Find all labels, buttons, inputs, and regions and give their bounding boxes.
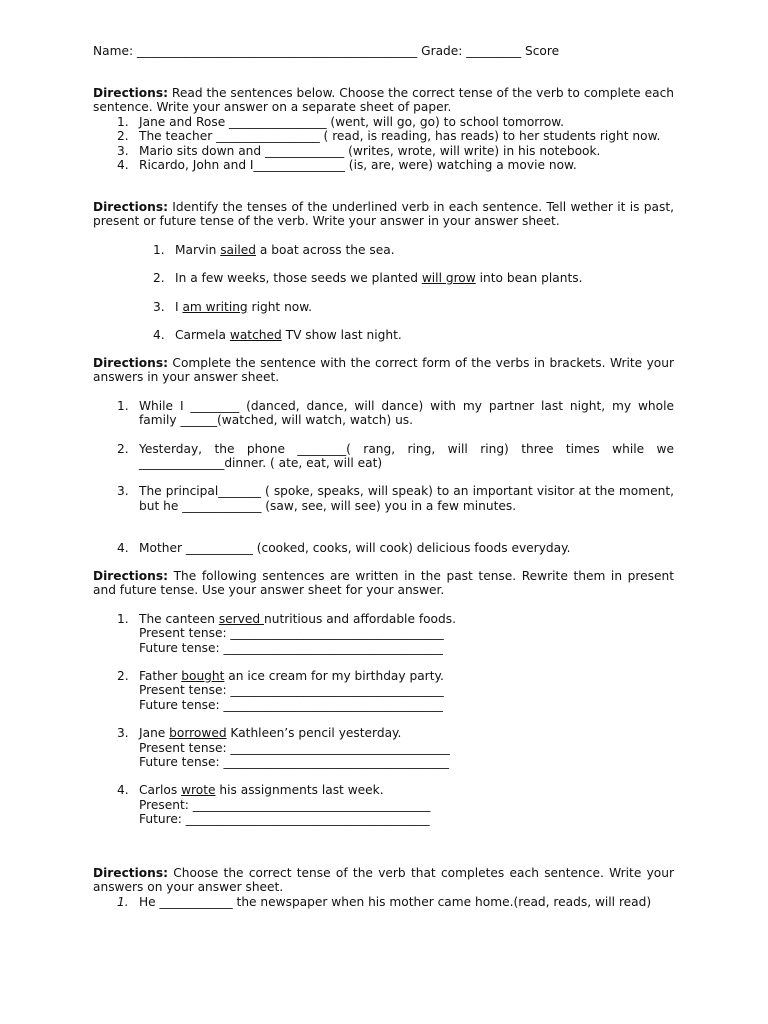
list-item: 3. I am writing right now. (153, 299, 312, 314)
present-tense-line: Present tense: ___________________________________ (139, 683, 444, 698)
question-list-4 (93, 612, 674, 827)
present-tense-line: Present: _______________________________________ (139, 797, 431, 812)
list-item: 1. The canteen served nutritious and affordable foods. Present tense: ___________________________________ Future tense: ____________________________________ (93, 612, 674, 655)
list-item: 4. Carmela watched TV show last night. (153, 328, 402, 343)
directions-2: Directions: Identify the tenses of the underlined verb in each sentence. Tell wether it is past, present or future tense of the verb. Write your answer in your answer sheet. (93, 200, 674, 229)
present-tense-line: Present tense: ___________________________________ (139, 626, 444, 641)
directions-1: Directions: Read the sentences below. Choose the correct tense of the verb to complete each sentence. Write your answer on a separate sheet of paper. (93, 86, 674, 115)
list-item: 3. Mario sits down and _____________ (writes, wrote, will write) in his notebook. (117, 143, 601, 158)
future-tense-line: Future tense: ____________________________________ (139, 640, 443, 655)
directions-label: Directions: (93, 200, 168, 214)
list-item: 2. In a few weeks, those seeds we planted will grow into bean plants. (153, 271, 583, 286)
list-item: 3. The principal_______ ( spoke, speaks, will speak) to an important visitor at the moment, but he _____________ (saw, see, will see) you in a few minutes. (117, 484, 674, 513)
section-4 (93, 569, 674, 827)
list-item: 3. Jane borrowed Kathleen’s pencil yesterday. Present tense: ____________________________________ Future tense: _____________________________________ (93, 726, 674, 769)
future-tense-line: Future tense: ____________________________________ (139, 697, 443, 712)
list-item: 4. Ricardo, John and I_______________ (is, are, were) watching a movie now. (117, 158, 577, 173)
directions-5: Directions: Choose the correct tense of the verb that completes each sentence. Write your answers on your answer sheet. (93, 866, 674, 895)
list-item: 4. Mother ___________ (cooked, cooks, will cook) delicious foods everyday. (117, 541, 571, 556)
list-item: 4. Carlos wrote his assignments last week. Present: _______________________________________ Future: ________________________________________ (93, 783, 674, 826)
section-5 (93, 866, 674, 909)
question-list-5 (93, 895, 674, 909)
future-tense-line: Future: ________________________________________ (139, 812, 430, 827)
list-item: 1. He ____________ the newspaper when his mother came home.(read, reads, will read) (117, 894, 652, 909)
question-list-2 (93, 243, 674, 343)
list-item: 1. While I ________ (danced, dance, will dance) with my partner last night, my whole family ______(watched, will watch, watch) us. (117, 398, 674, 428)
list-item: 1. Marvin sailed a boat across the sea. (153, 242, 395, 257)
present-tense-line: Present tense: ____________________________________ (139, 740, 450, 755)
list-item: 2. Father bought an ice cream for my birthday party. Present tense: ___________________________________ Future tense: ____________________________________ (93, 669, 674, 712)
list-item: 2. The teacher _________________ ( read, is reading, has reads) to her students right now. (117, 129, 661, 144)
directions-4: Directions: The following sentences are written in the past tense. Rewrite them in present and future tense. Use your answer sheet for your answer. (93, 569, 674, 598)
question-list-1 (93, 115, 674, 173)
directions-3: Directions: Complete the sentence with the correct form of the verbs in brackets. Write your answers in your answer sheet. (93, 356, 674, 385)
directions-label: Directions: (93, 569, 168, 583)
directions-label: Directions: (93, 86, 168, 100)
list-item: 1. Jane and Rose ________________ (went, will go, go) to school tomorrow. (117, 114, 565, 129)
directions-label: Directions: (93, 356, 168, 370)
section-2 (93, 200, 674, 342)
list-item: 2. Yesterday, the phone ________( rang, ring, will ring) three times while we ______________dinner. ( ate, eat, will eat) (117, 441, 674, 471)
section-3 (93, 356, 674, 556)
future-tense-line: Future tense: _____________________________________ (139, 755, 449, 770)
name-grade-score-line: Name: ______________________________________________ Grade: _________ Score (93, 44, 560, 58)
question-list-3 (93, 399, 674, 556)
directions-label: Directions: (93, 866, 168, 880)
section-1 (93, 86, 674, 172)
